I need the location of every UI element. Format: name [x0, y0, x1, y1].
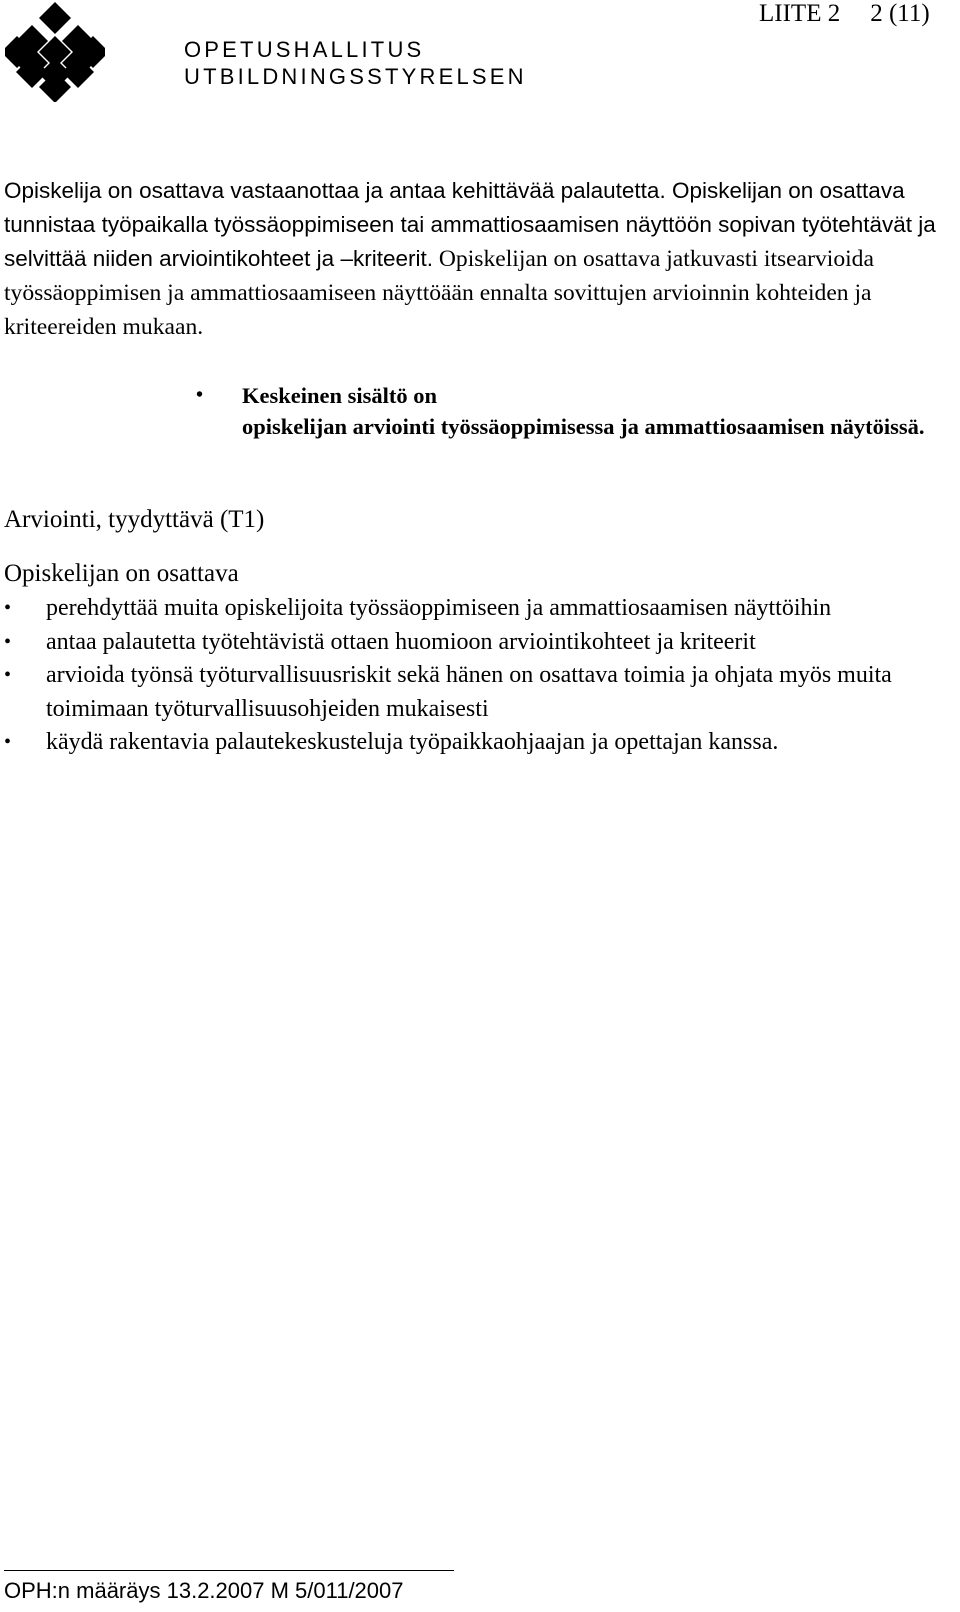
- key-content-line-2: opiskelijan arviointi työssäoppimisessa ja ammattiosaamisen näytöissä.: [242, 414, 925, 439]
- bullet-icon: •: [4, 731, 12, 753]
- key-content-block: [196, 380, 946, 442]
- bullet-icon: •: [4, 664, 12, 686]
- assessment-criteria-list: [0, 592, 940, 760]
- assessment-lead: Opiskelijan on osattava: [4, 560, 239, 587]
- diamond-grid-logo-icon: [5, 2, 105, 102]
- bullet-icon: •: [4, 597, 12, 619]
- footer-divider: [4, 1570, 454, 1571]
- intro-part-1: Opiskelija on osattava vastaanottaa ja antaa kehittävää palautetta. Opiskelijan on osattava tunnistaa työpaikalla työssäoppimiseen tai ammattiosaamisen näyttöön sopivan työtehtävät ja selvittää niiden arviointikohteet ja –kriteerit.: [4, 178, 936, 271]
- list-item: [0, 592, 940, 626]
- org-name-swedish: UTBILDNINGSSTYRELSEN: [184, 64, 527, 89]
- key-content-line-1: Keskeinen sisältö on: [242, 383, 438, 408]
- list-item-text: käydä rakentavia palautekeskusteluja työpaikkaohjaajan ja opettajan kanssa.: [46, 729, 779, 755]
- list-item-text: antaa palautetta työtehtävistä ottaen huomioon arviointikohteet ja kriteerit: [46, 628, 756, 655]
- list-item: [0, 626, 940, 660]
- page-number: 2 (11): [870, 0, 930, 27]
- list-item-text: arvioida työnsä työturvallisuusriskit sekä hänen on osattava toimia ja ohjata myös muita toimimaan työturvallisuusohjeiden mukaisesti: [46, 662, 892, 722]
- list-item: [0, 659, 940, 726]
- intro-part-2: Opiskelijan on osattava jatkuvasti itsearvioida työssäoppimisen ja ammattiosaamiseen näyttöään ennalta sovittujen arvioinnin kohteiden ja kriteereiden mukaan.: [4, 246, 874, 340]
- appendix-header: [759, 0, 930, 28]
- footer-reference: OPH:n määräys 13.2.2007 M 5/011/2007: [4, 1578, 404, 1603]
- bullet-icon: •: [196, 384, 204, 406]
- assessment-heading: Arviointi, tyydyttävä (T1): [4, 506, 265, 533]
- appendix-label: LIITE 2: [759, 0, 841, 27]
- intro-paragraph: [4, 174, 956, 344]
- list-item: [0, 726, 940, 760]
- list-item-text: perehdyttää muita opiskelijoita työssäoppimiseen ja ammattiosaamisen näyttöihin: [46, 595, 832, 621]
- org-name-finnish: OPETUSHALLITUS: [184, 37, 425, 62]
- bullet-icon: •: [4, 630, 12, 653]
